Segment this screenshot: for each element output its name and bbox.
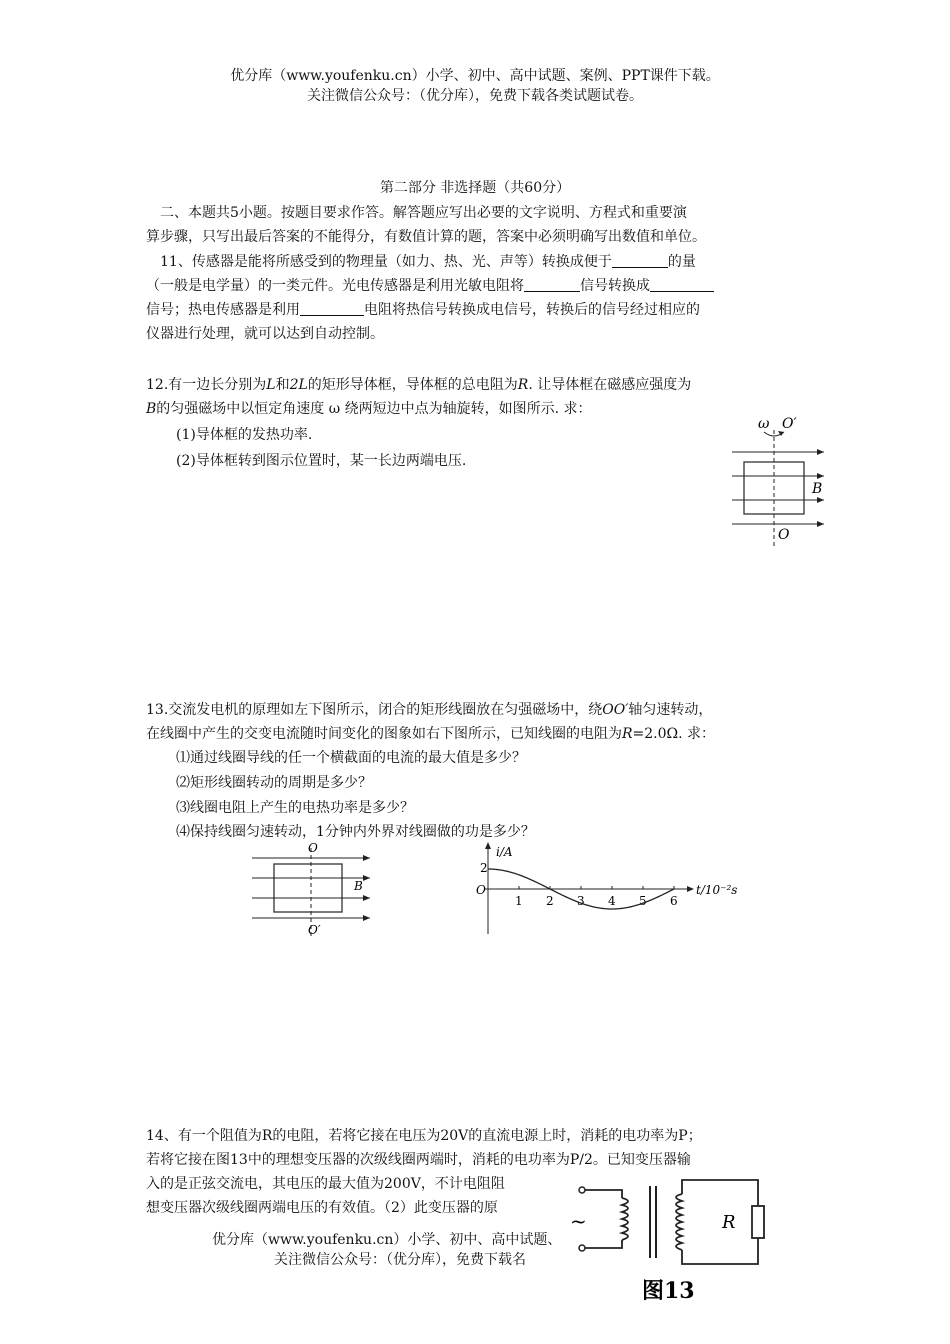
q11-line-4: 仪器进行处理，就可以达到自动控制。 <box>146 326 384 342</box>
q11-blank-2[interactable] <box>524 277 580 292</box>
chart-x-tick-label-1: 1 <box>515 894 523 908</box>
q13-gen-bottom-label: O′ <box>308 923 321 937</box>
q14-line-4: 想变压器次级线圈两端电压的有效值。（2）此变压器的原 <box>146 1200 498 1216</box>
q12-top-axis-label: O′ <box>782 416 797 432</box>
q12-part-2: (2)导体框转到图示位置时，某一长边两端电压. <box>176 453 467 469</box>
q12-omega-label: ω <box>758 416 770 432</box>
q14-line-1: 14、有一个阻值为R的电阻，若将它接在电压为20V的直流电源上时，消耗的电功率为P； <box>146 1128 702 1144</box>
section-instructions-1: 二、本题共5小题。按题目要求作答。解答题应写出必要的文字说明、方程式和重要演 <box>160 205 687 221</box>
q13-current-chart <box>470 838 740 938</box>
q13-gen-field-label: B <box>354 879 363 893</box>
chart-origin-label: O <box>476 883 486 897</box>
q13-part-3: ⑶线圈电阻上产生的电热功率是多少？ <box>176 800 414 816</box>
q13-part-2: ⑵矩形线圈转动的周期是多少？ <box>176 775 372 791</box>
q12-part-1: (1)导体框的发热功率. <box>176 427 313 443</box>
q13-line-2: 在线圈中产生的交变电流随时间变化的图象如右下图所示，已知线圈的电阻为R=2.0Ω. 求： <box>146 726 716 742</box>
q13-gen-top-label: O <box>308 841 318 855</box>
section-instructions-2: 算步骤，只写出最后答案的不能得分，有数值计算的题，答案中必须明确写出数值和单位。 <box>146 229 706 245</box>
q11-line-1: 11、传感器是能将所感受到的物理量（如力、热、光、声等）转换成便于 的量 <box>160 254 696 270</box>
q11-blank-3[interactable] <box>650 277 714 292</box>
header-line-2: 关注微信公众号：（优分库），免费下载各类试题试卷。 <box>307 88 643 104</box>
q12-bottom-axis-label: O <box>778 527 790 543</box>
footer-line-2: 关注微信公众号：（优分库），免费下载名 <box>274 1252 526 1268</box>
section-title: 第二部分 非选择题（共60分） <box>379 180 571 196</box>
q11-blank-4[interactable] <box>300 301 364 316</box>
q14-transformer-figure <box>562 1170 782 1310</box>
chart-x-tick-label-6: 6 <box>670 894 678 908</box>
q12-line-2: B的匀强磁场中以恒定角速度 ω 绕两短边中点为轴旋转，如图所示. 求： <box>146 401 592 417</box>
chart-x-tick-label-5: 5 <box>639 894 647 908</box>
q14-resistor-label: R <box>722 1212 736 1233</box>
chart-y-label: i/A <box>496 845 513 859</box>
q12-field-label: B <box>812 481 823 497</box>
chart-x-label: t/10⁻²s <box>696 883 738 897</box>
q14-ac-source-label: ~ <box>570 1209 587 1233</box>
chart-x-tick-label-3: 3 <box>577 894 585 908</box>
q13-part-1: ⑴通过线圈导线的任一个横截面的电流的最大值是多少？ <box>176 750 526 766</box>
q14-resistor <box>752 1206 764 1238</box>
chart-y-tick-2: 2 <box>480 861 488 875</box>
q11-line-3: 信号；热电传感器是利用 电阻将热信号转换成电信号，转换后的信号经过相应的 <box>146 302 700 318</box>
chart-x-tick-label-4: 4 <box>608 894 616 908</box>
chart-x-tick-label-2: 2 <box>546 894 554 908</box>
q13-line-1: 13.交流发电机的原理如左下图所示，闭合的矩形线圈放在匀强磁场中，绕OO′轴匀速转动， <box>146 702 713 718</box>
q14-figure-caption: 图13 <box>642 1278 695 1304</box>
q12-line-1: 12.有一边长分别为L和2L的矩形导体框，导体框的总电阻为R. 让导体框在磁感应强度为 <box>146 377 692 393</box>
header-line-1: 优分库（www.youfenku.cn）小学、初中、高中试题、案例、PPT课件下载。 <box>230 68 720 84</box>
q14-line-2: 若将它接在图13中的理想变压器的次级线圈两端时，消耗的电功率为P/2。已知变压器输 <box>146 1152 691 1168</box>
q11-blank-1[interactable] <box>612 253 668 268</box>
footer-line-1: 优分库（www.youfenku.cn）小学、初中、高中试题、 <box>212 1232 562 1248</box>
q13-part-4: ⑷保持线圈匀速转动，1分钟内外界对线圈做的功是多少？ <box>176 824 535 840</box>
q11-line-2: （一般是电学量）的一类元件。光电传感器是利用光敏电阻将 信号转换成 <box>146 276 714 296</box>
q13-generator-figure <box>250 838 380 938</box>
q14-line-3: 入的是正弦交流电，其电压的最大值为200V，不计电阻阻 <box>146 1176 505 1192</box>
q12-figure <box>728 410 838 546</box>
